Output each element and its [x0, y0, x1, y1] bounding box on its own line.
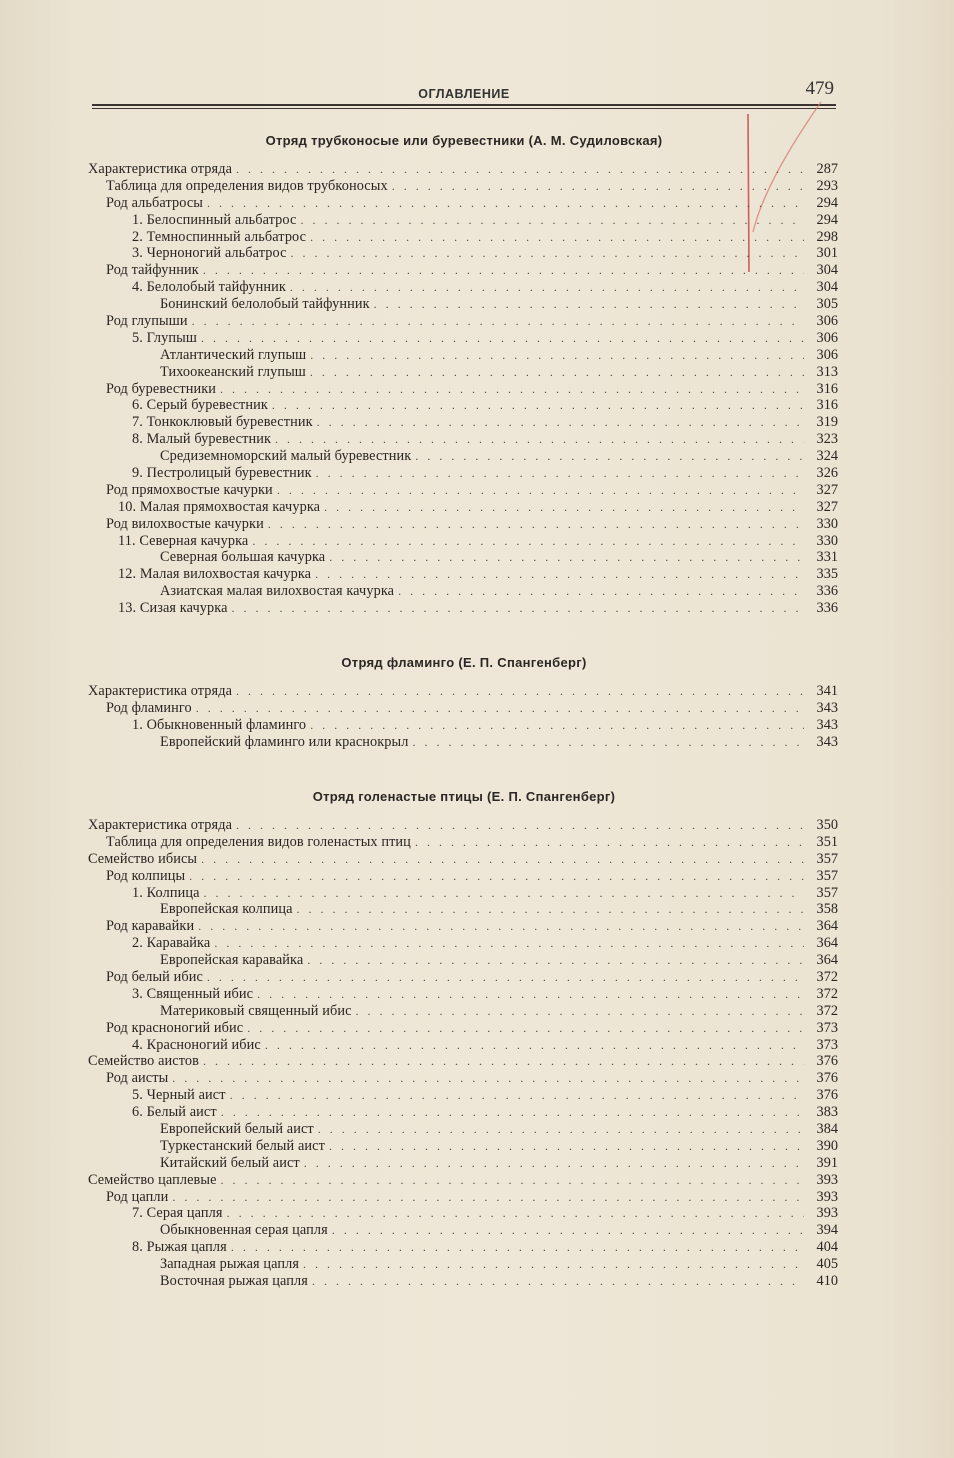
toc-entry — [88, 834, 838, 851]
toc-entry-label: 13. Сизая качурка — [118, 600, 228, 617]
dot-leader — [316, 465, 804, 482]
toc-entry-page: 357 — [816, 884, 838, 901]
toc-entry-label: 8. Рыжая цапля — [132, 1239, 227, 1256]
dot-leader — [257, 986, 804, 1003]
dot-leader — [392, 178, 804, 195]
dot-leader — [196, 700, 804, 717]
toc-entry-page: 391 — [816, 1154, 838, 1171]
toc-entry — [88, 330, 838, 347]
toc-entry — [88, 1104, 838, 1121]
toc-entry — [88, 397, 838, 414]
dot-leader — [332, 1222, 804, 1239]
toc-entry-label: Характеристика отряда — [88, 817, 233, 833]
toc-entry-label: 5. Черный аист — [132, 1087, 226, 1104]
toc-entry — [88, 262, 838, 279]
dot-leader — [203, 262, 804, 279]
toc-entry-page: 316 — [816, 380, 838, 397]
dot-leader — [324, 499, 804, 516]
dot-leader — [232, 600, 804, 617]
dot-leader — [329, 549, 804, 566]
toc-entry-page: 358 — [816, 901, 838, 918]
header-rule — [92, 104, 836, 106]
toc-entry — [88, 533, 838, 550]
dot-leader — [207, 969, 804, 986]
toc-entry — [88, 851, 838, 868]
toc-entry — [88, 347, 838, 364]
toc-entry-label: Северная большая качурка — [160, 549, 326, 566]
toc-entry-page: 306 — [816, 329, 838, 346]
toc-entry-page: 323 — [816, 431, 838, 448]
toc-entry-page: 357 — [816, 850, 838, 867]
dot-leader — [221, 1104, 804, 1121]
toc-entry-page: 373 — [816, 1036, 838, 1053]
toc-entry — [88, 700, 838, 717]
toc-entry-page: 384 — [816, 1121, 838, 1138]
toc-entry-page: 326 — [816, 465, 838, 482]
dot-leader — [230, 1087, 804, 1104]
dot-leader — [275, 431, 804, 448]
dot-leader — [268, 516, 804, 533]
toc-entry-label: Западная рыжая цапля — [160, 1256, 300, 1273]
toc-entry — [88, 178, 838, 195]
toc-entry-label: Европейский фламинго или краснокрыл — [160, 733, 409, 750]
dot-leader — [307, 952, 804, 969]
toc-entry — [88, 296, 838, 313]
toc-entry — [88, 817, 838, 834]
toc-entry — [88, 1222, 838, 1239]
toc-entry — [88, 1087, 838, 1104]
toc-entry-page: 319 — [816, 414, 838, 431]
dot-leader — [315, 566, 804, 583]
toc-entry — [88, 1037, 838, 1054]
dot-leader — [290, 279, 804, 296]
dot-leader — [415, 834, 804, 851]
dot-leader — [277, 482, 804, 499]
toc-entry-page: 293 — [816, 177, 838, 194]
dot-leader — [220, 381, 804, 398]
dot-leader — [236, 817, 804, 834]
dot-leader — [192, 313, 804, 330]
toc-entry-page: 304 — [816, 279, 838, 296]
toc-entry-page: 405 — [816, 1256, 838, 1273]
toc-entry-label: Семейство ибисы — [88, 850, 198, 867]
toc-entry-label: Восточная рыжая цапля — [160, 1273, 308, 1290]
toc-entry — [88, 935, 838, 952]
toc-entry-label: Характеристика отряда — [88, 683, 233, 699]
toc-entry-label: Обыкновенная серая цапля — [160, 1222, 328, 1239]
toc-entry-label: Характеристика отряда — [88, 161, 233, 177]
toc-entry — [88, 465, 838, 482]
toc-entry-label: 5. Глупыш — [132, 329, 197, 346]
toc-entry-label: Таблица для определения видов голенастых птиц — [106, 833, 411, 850]
toc-entry-page: 336 — [816, 600, 838, 617]
toc-entry — [88, 1053, 838, 1070]
toc-entry-label: 3. Священный ибис — [132, 985, 254, 1002]
toc-entry-page: 372 — [816, 969, 838, 986]
toc-entry — [88, 1020, 838, 1037]
dot-leader — [413, 734, 805, 751]
toc-entry-label: 7. Серая цапля — [132, 1205, 223, 1222]
toc-entry-page: 376 — [816, 1087, 838, 1104]
toc-entry-page: 301 — [816, 245, 838, 262]
dot-leader — [398, 583, 804, 600]
running-header — [92, 78, 836, 108]
toc-entry-label: Материковый священный ибис — [160, 1002, 352, 1019]
dot-leader — [236, 683, 804, 700]
dot-leader — [247, 1020, 804, 1037]
toc-entry-label: Род колпицы — [106, 867, 186, 884]
toc-entry-page: 350 — [816, 817, 838, 833]
toc-entry — [88, 868, 838, 885]
toc-entry-page: 393 — [816, 1205, 838, 1222]
toc-entry-page: 331 — [816, 549, 838, 566]
toc-entry-label: 2. Темноспинный альбатрос — [132, 228, 307, 245]
toc-entry-page: 357 — [816, 867, 838, 884]
toc-entry-label: Европейский белый аист — [160, 1121, 314, 1138]
dot-leader — [201, 851, 804, 868]
running-title: ОГЛАВЛЕНИЕ — [418, 87, 510, 101]
toc-entry-page: 336 — [816, 583, 838, 600]
toc-entry — [88, 1138, 838, 1155]
toc-entry-label: 12. Малая вилохвостая качурка — [118, 566, 312, 583]
toc-entry — [88, 1003, 838, 1020]
dot-leader — [300, 212, 804, 229]
toc-entry — [88, 279, 838, 296]
toc-entry-page: 383 — [816, 1104, 838, 1121]
page-number: 479 — [805, 78, 834, 99]
toc-entry-label: Тихоокеанский глупыш — [160, 363, 306, 380]
toc-entry-label: Род вилохвостые качурки — [106, 515, 264, 532]
toc-entry — [88, 161, 838, 178]
dot-leader — [207, 195, 804, 212]
dot-leader — [221, 1172, 804, 1189]
toc-entry — [88, 414, 838, 431]
toc-entry-label: Род аисты — [106, 1070, 169, 1087]
toc-entry-label: Атлантический глупыш — [160, 346, 307, 363]
toc-entry-page: 330 — [816, 532, 838, 549]
toc-entry-label: Азиатская малая вилохвостая качурка — [160, 583, 395, 600]
toc-entry — [88, 717, 838, 734]
toc-entry-label: Род красноногий ибис — [106, 1019, 244, 1036]
dot-leader — [203, 1053, 804, 1070]
header-rule-thin — [92, 108, 836, 109]
toc-entry-label: 6. Белый аист — [132, 1104, 217, 1121]
dot-leader — [318, 1121, 804, 1138]
toc-entry — [88, 1070, 838, 1087]
toc-entry-label: 1. Обыкновенный фламинго — [132, 716, 307, 733]
dot-leader — [236, 161, 804, 178]
toc-entry-page: 394 — [816, 1222, 838, 1239]
dot-leader — [310, 364, 804, 381]
toc-entry — [88, 885, 838, 902]
toc-entry — [88, 448, 838, 465]
toc-entry — [88, 1172, 838, 1189]
toc-entry-page: 305 — [816, 296, 838, 313]
toc-entry — [88, 566, 838, 583]
toc-entry-page: 373 — [816, 1019, 838, 1036]
toc-entry-page: 351 — [816, 833, 838, 850]
toc-entry-page: 304 — [816, 262, 838, 279]
toc-entry-label: Род тайфунник — [106, 262, 199, 279]
toc-entry-page: 393 — [816, 1188, 838, 1205]
toc-entry-page: 343 — [816, 699, 838, 716]
toc-entry — [88, 583, 838, 600]
toc-entry — [88, 245, 838, 262]
toc-entry-page: 298 — [816, 228, 838, 245]
toc-entry-label: 2. Каравайка — [132, 935, 211, 952]
toc-entry-label: 11. Северная качурка — [118, 532, 249, 549]
dot-leader — [201, 330, 804, 347]
toc-entry-page: 364 — [816, 935, 838, 952]
dot-leader — [265, 1037, 804, 1054]
toc-entry-page: 393 — [816, 1171, 838, 1188]
toc-entry — [88, 313, 838, 330]
toc-entry-page: 376 — [816, 1070, 838, 1087]
toc-entry-page: 410 — [816, 1273, 838, 1290]
toc-entry-label: 1. Белоспинный альбатрос — [132, 211, 297, 228]
dot-leader — [291, 245, 804, 262]
toc-entry — [88, 1121, 838, 1138]
dot-leader — [231, 1239, 804, 1256]
dot-leader — [415, 448, 804, 465]
toc-entry-label: 1. Колпица — [132, 884, 200, 901]
toc-entry — [88, 364, 838, 381]
dot-leader — [303, 1256, 804, 1273]
toc-list — [88, 817, 838, 1290]
toc-entry-page: 372 — [816, 985, 838, 1002]
toc-entry-label: Род альбатросы — [106, 194, 203, 211]
toc-entry — [88, 431, 838, 448]
dot-leader — [317, 414, 804, 431]
dot-leader — [310, 347, 804, 364]
dot-leader — [198, 918, 804, 935]
toc-entry-label: 8. Малый буревестник — [132, 431, 272, 448]
toc-entry-label: Род каравайки — [106, 918, 195, 935]
section-title: Отряд трубконосые или буревестники (А. М. Судиловская) — [265, 133, 663, 148]
section-title: Отряд голенастые птицы (Е. П. Спангенберг) — [312, 789, 616, 804]
toc-entry — [88, 482, 838, 499]
toc-entry — [88, 969, 838, 986]
toc-entry — [88, 1155, 838, 1172]
dot-leader — [304, 1155, 804, 1172]
toc-entry-label: 10. Малая прямохвостая качурка — [118, 498, 321, 515]
toc-entry — [88, 1273, 838, 1290]
toc-entry-label: Род буревестники — [106, 380, 217, 397]
toc-entry — [88, 683, 838, 700]
toc-entry-page: 343 — [816, 733, 838, 750]
dot-leader — [312, 1273, 804, 1290]
dot-leader — [214, 935, 804, 952]
dot-leader — [329, 1138, 804, 1155]
toc-entry-page: 294 — [816, 211, 838, 228]
toc-entry-label: 3. Черноногий альбатрос — [132, 245, 287, 262]
toc-entry-label: Семейство цаплевые — [88, 1171, 217, 1188]
toc-entry-label: Бонинский белолобый тайфунник — [160, 296, 370, 313]
toc-entry-page: 287 — [816, 161, 838, 177]
toc-entry — [88, 1256, 838, 1273]
toc-entry — [88, 1189, 838, 1206]
toc-entry-label: Род фламинго — [106, 699, 192, 716]
toc-entry — [88, 918, 838, 935]
toc-entry-label: Род глупыши — [106, 313, 188, 330]
dot-leader — [297, 901, 804, 918]
toc-entry — [88, 1239, 838, 1256]
toc-entry-label: 4. Красноногий ибис — [132, 1036, 261, 1053]
toc-entry — [88, 381, 838, 398]
dot-leader — [172, 1189, 804, 1206]
toc-entry — [88, 195, 838, 212]
toc-entry — [88, 212, 838, 229]
dot-leader — [310, 717, 804, 734]
toc-entry — [88, 952, 838, 969]
toc-entry-page: 327 — [816, 481, 838, 498]
dot-leader — [252, 533, 804, 550]
toc-entry-page: 390 — [816, 1137, 838, 1154]
toc-list — [88, 161, 838, 617]
toc-entry-label: Семейство аистов — [88, 1053, 199, 1070]
dot-leader — [204, 885, 804, 902]
toc-entry-label: Европейская каравайка — [160, 952, 304, 969]
toc-entry-label: 4. Белолобый тайфунник — [132, 279, 286, 296]
toc-entry — [88, 986, 838, 1003]
toc-entry-page: 313 — [816, 363, 838, 380]
dot-leader — [356, 1003, 804, 1020]
toc-entry-label: Таблица для определения видов трубконосых — [106, 177, 388, 194]
toc-entry-label: Род цапли — [106, 1188, 169, 1205]
toc-entry-page: 364 — [816, 918, 838, 935]
dot-leader — [272, 397, 804, 414]
toc-entry-page: 341 — [816, 683, 838, 699]
dot-leader — [374, 296, 804, 313]
toc-entry-label: Средиземноморский малый буревестник — [160, 448, 412, 465]
toc-entry-page: 404 — [816, 1239, 838, 1256]
toc-entry-label: Туркестанский белый аист — [160, 1137, 325, 1154]
toc-entry-page: 343 — [816, 716, 838, 733]
toc-entry — [88, 549, 838, 566]
toc-entry — [88, 499, 838, 516]
toc-entry-label: Род белый ибис — [106, 969, 203, 986]
toc-entry-label: Европейская колпица — [160, 901, 293, 918]
toc-entry-label: Род прямохвостые качурки — [106, 481, 273, 498]
toc-entry — [88, 734, 838, 751]
toc-entry-label: 9. Пестролицый буревестник — [132, 465, 312, 482]
toc-entry-page: 330 — [816, 515, 838, 532]
toc-entry-page: 372 — [816, 1002, 838, 1019]
toc-entry-page: 364 — [816, 952, 838, 969]
toc-entry — [88, 901, 838, 918]
toc-entry — [88, 1205, 838, 1222]
dot-leader — [172, 1070, 804, 1087]
toc-entry-label: 6. Серый буревестник — [132, 397, 268, 414]
toc-entry-page: 306 — [816, 313, 838, 330]
toc-entry-page: 294 — [816, 194, 838, 211]
dot-leader — [227, 1205, 804, 1222]
toc-entry-label: 7. Тонкоклювый буревестник — [132, 414, 313, 431]
toc-entry-page: 324 — [816, 448, 838, 465]
toc-entry-page: 376 — [816, 1053, 838, 1070]
toc-list — [88, 683, 838, 751]
toc-entry — [88, 516, 838, 533]
toc-entry-page: 316 — [816, 397, 838, 414]
toc-entry-label: Китайский белый аист — [160, 1154, 300, 1171]
toc-entry-page: 327 — [816, 498, 838, 515]
section-title: Отряд фламинго (Е. П. Спангенберг) — [341, 655, 587, 670]
dot-leader — [310, 229, 804, 246]
dot-leader — [189, 868, 804, 885]
toc-entry — [88, 600, 838, 617]
toc-entry-page: 335 — [816, 566, 838, 583]
toc-entry-page: 306 — [816, 346, 838, 363]
toc-entry — [88, 229, 838, 246]
